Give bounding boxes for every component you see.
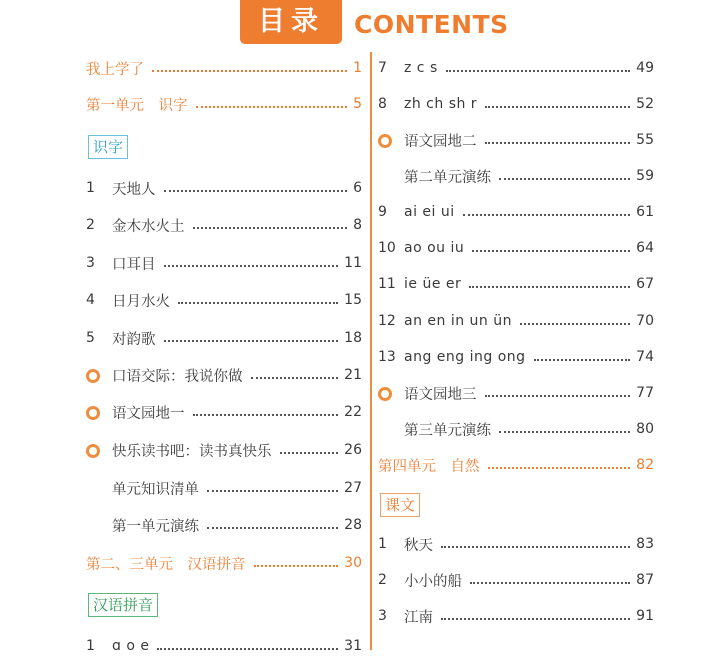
section-badge-kewen: 课文 bbox=[380, 493, 420, 517]
ring-bullet-icon bbox=[378, 134, 392, 148]
toc-entry[interactable]: 11 ie üe er 67 bbox=[378, 276, 654, 292]
toc-entry[interactable]: 10 ao ou iu 64 bbox=[378, 240, 654, 256]
column-divider bbox=[370, 52, 372, 650]
ring-bullet-icon bbox=[86, 406, 100, 420]
toc-unit-heading[interactable]: 第二、三单元 汉语拼音 30 bbox=[86, 555, 362, 573]
toc-entry[interactable]: 5 对韵歌 18 bbox=[86, 330, 362, 348]
ring-bullet-icon bbox=[378, 387, 392, 401]
section-badge-shizi: 识字 bbox=[88, 135, 128, 159]
toc-entry[interactable]: 4 日月水火 15 bbox=[86, 292, 362, 310]
ring-bullet-icon bbox=[86, 369, 100, 383]
toc-entry[interactable]: 2 金木水火土 8 bbox=[86, 217, 362, 235]
toc-entry[interactable]: 1 天地人 6 bbox=[86, 180, 362, 198]
toc-entry[interactable]: 1 秋天 83 bbox=[378, 536, 654, 554]
toc-entry[interactable]: 语文园地二 55 bbox=[378, 128, 654, 152]
toc-entry[interactable]: 8 zh ch sh r 52 bbox=[378, 96, 654, 112]
toc-entry[interactable]: 语文园地三 77 bbox=[378, 381, 654, 405]
title-en: CONTENTS bbox=[354, 10, 509, 39]
section-badge-pinyin: 汉语拼音 bbox=[88, 593, 158, 617]
toc-entry[interactable]: 3 口耳目 11 bbox=[86, 255, 362, 273]
toc-entry[interactable]: 第三单元演练 80 bbox=[404, 421, 654, 439]
toc-entry[interactable]: 2 小小的船 87 bbox=[378, 572, 654, 590]
toc-unit-heading[interactable]: 第一单元 识字 5 bbox=[86, 96, 362, 114]
toc-entry[interactable]: 7 z c s 49 bbox=[378, 60, 654, 76]
toc-entry[interactable]: 语文园地一 22 bbox=[86, 400, 362, 424]
toc-entry[interactable]: 9 ai ei ui 61 bbox=[378, 204, 654, 220]
toc-entry[interactable]: 第一单元演练 28 bbox=[112, 517, 362, 535]
header bbox=[0, 0, 725, 46]
title-cn: 目录 bbox=[240, 0, 342, 44]
toc-entry[interactable]: 快乐读书吧：读书真快乐 26 bbox=[86, 438, 362, 462]
toc-unit-heading[interactable]: 第四单元 自然 82 bbox=[378, 457, 654, 475]
toc-entry[interactable]: 12 an en in un ün 70 bbox=[378, 313, 654, 329]
toc-entry[interactable]: 我上学了 1 bbox=[86, 60, 362, 78]
toc-entry[interactable]: 13 ang eng ing ong 74 bbox=[378, 349, 654, 365]
toc-entry[interactable]: 3 江南 91 bbox=[378, 608, 654, 626]
toc-entry[interactable]: 单元知识清单 27 bbox=[112, 480, 362, 498]
toc-entry[interactable]: 1 ɑ o e 31 bbox=[86, 638, 362, 654]
toc-entry[interactable]: 第二单元演练 59 bbox=[404, 168, 654, 186]
toc-entry[interactable]: 口语交际：我说你做 21 bbox=[86, 363, 362, 387]
ring-bullet-icon bbox=[86, 444, 100, 458]
